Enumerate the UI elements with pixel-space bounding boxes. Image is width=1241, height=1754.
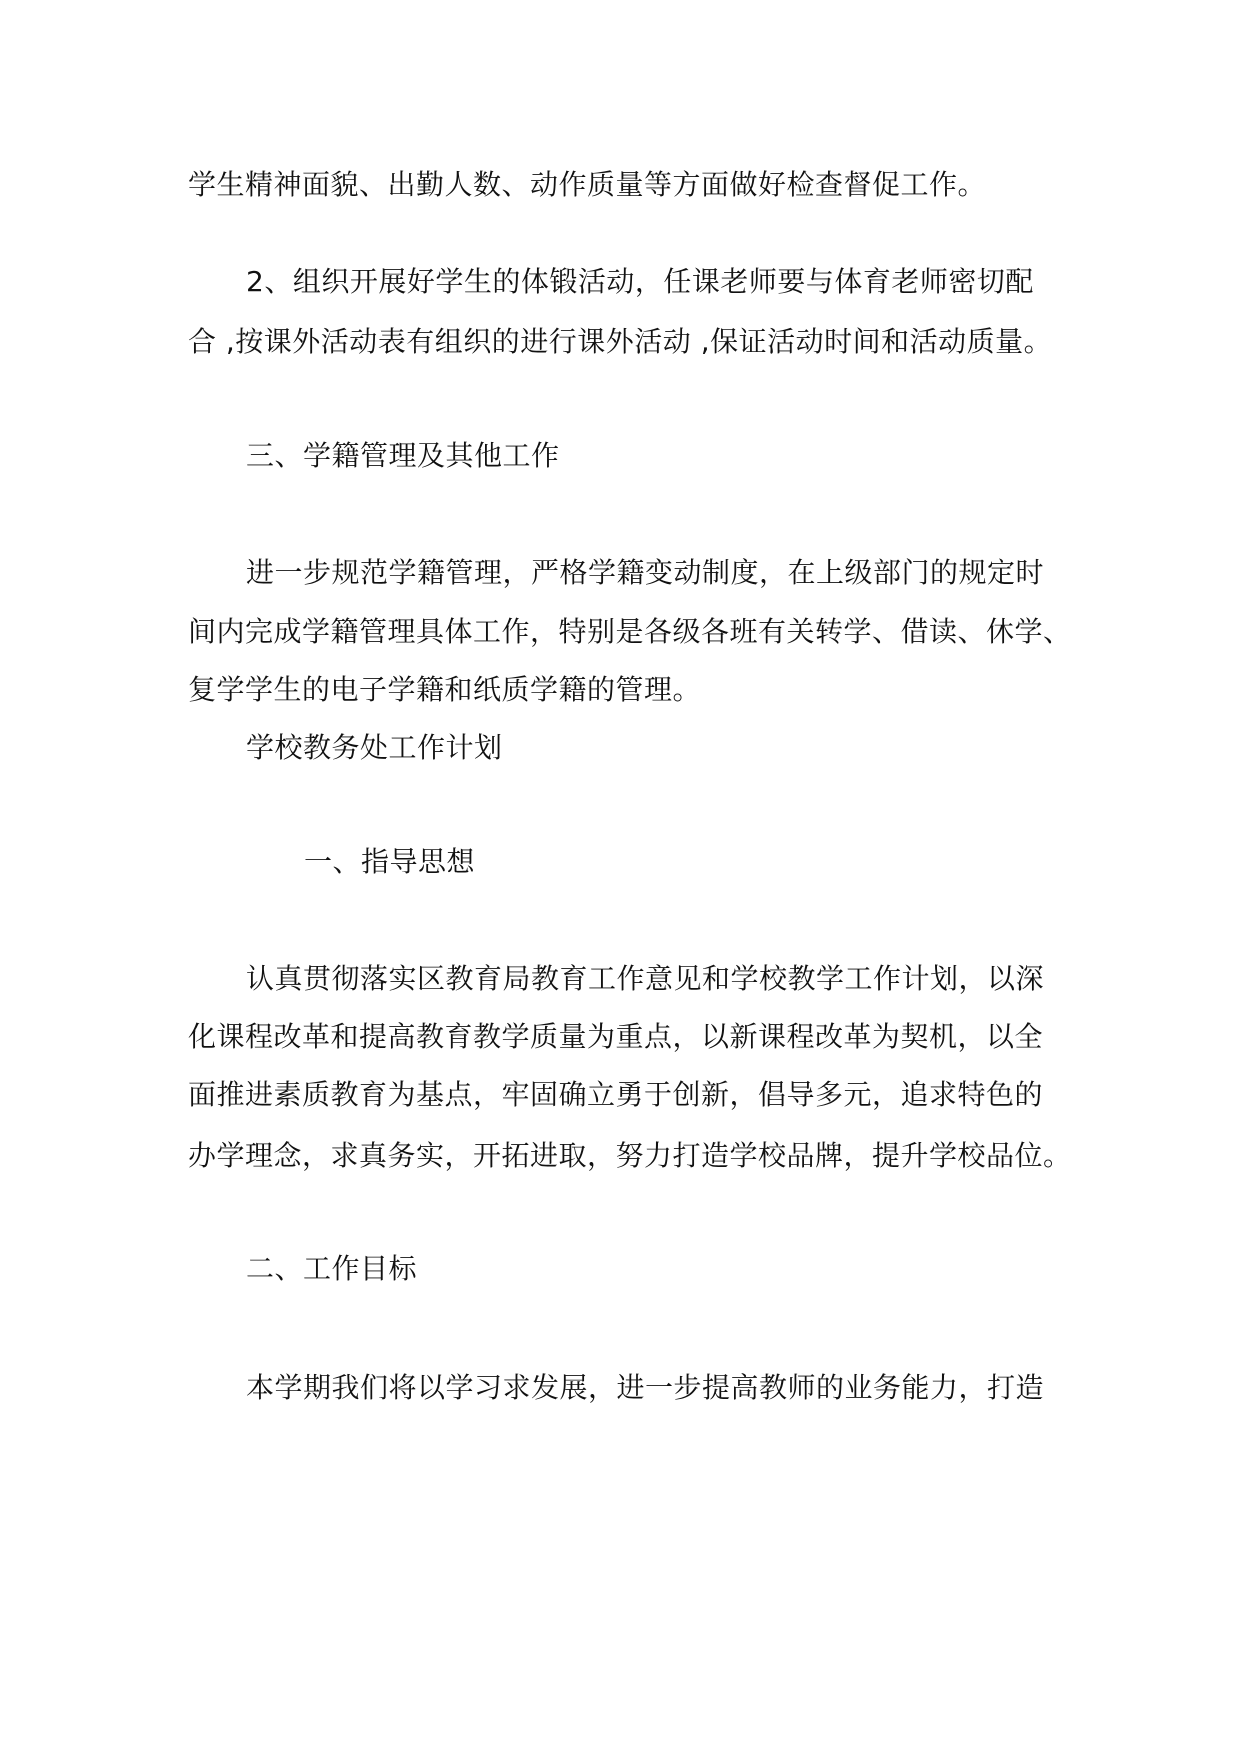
paragraph-line: 化课程改革和提高教育教学质量为重点，以新课程改革为契机，以全 (188, 1020, 1044, 1053)
section-heading: 三、学籍管理及其他工作 (246, 439, 560, 472)
paragraph-line: 本学期我们将以学习求发展，进一步提高教师的业务能力，打造 (246, 1371, 1045, 1404)
paragraph-line: 办学理念，求真务实，开拓进取，努力打造学校品牌，提升学校品位。 (188, 1139, 1072, 1172)
paragraph-line: 认真贯彻落实区教育局教育工作意见和学校教学工作计划，以深 (246, 962, 1045, 995)
section-heading: 一、指导思想 (304, 845, 476, 878)
paragraph-line: 合 ,按课外活动表有组织的进行课外活动 ,保证活动时间和活动质量。 (188, 325, 1053, 358)
section-heading: 二、工作目标 (246, 1252, 418, 1285)
paragraph-line: 2、组织开展好学生的体锻活动，任课老师要与体育老师密切配 (246, 265, 1034, 298)
paragraph-line: 面推进素质教育为基点，牢固确立勇于创新，倡导多元，追求特色的 (188, 1078, 1044, 1111)
paragraph-line: 进一步规范学籍管理，严格学籍变动制度，在上级部门的规定时 (246, 556, 1045, 589)
paragraph-line: 学生精神面貌、出勤人数、动作质量等方面做好检查督促工作。 (188, 168, 987, 201)
paragraph-line: 间内完成学籍管理具体工作，特别是各级各班有关转学、借读、休学、 (188, 615, 1072, 648)
paragraph-line: 复学学生的电子学籍和纸质学籍的管理。 (188, 673, 702, 706)
document-title: 学校教务处工作计划 (246, 731, 503, 764)
